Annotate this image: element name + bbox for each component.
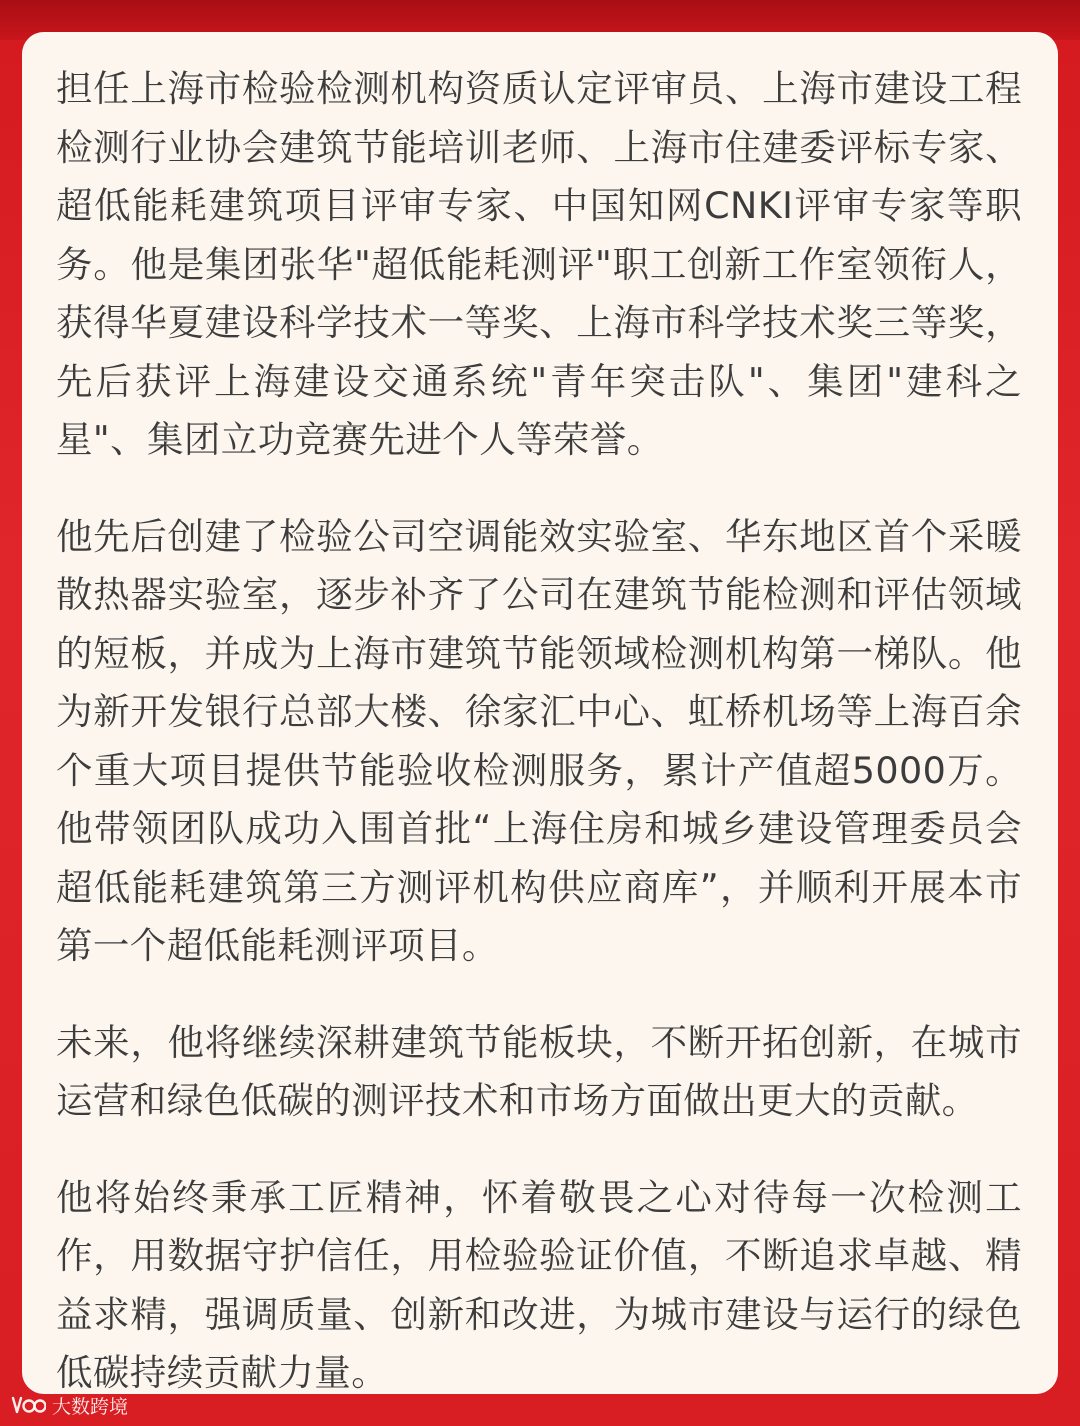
watermark bbox=[10, 1390, 128, 1420]
paragraph-1: 担任上海市检验检测机构资质认定评审员、上海市建设工程检测行业协会建筑节能培训老师、上海市住建委评标专家、超低能耗建筑项目评审专家、中国知网CNKI评审专家等职务。他是集团张华"超低能耗测评"职工创新工作室领衔人，获得华夏建设科学技术一等奖、上海市科学技术奖三等奖，先后获评上海建设交通系统"青年突击队"、集团"建科之星"、集团立功竞赛先进个人等荣誉。 bbox=[56, 67, 1022, 461]
paragraph-2: 他先后创建了检验公司空调能效实验室、华东地区首个采暖散热器实验室，逐步补齐了公司在建筑节能检测和评估领域的短板，并成为上海市建筑节能领域检测机构第一梯队。他为新开发银行总部大楼、徐家汇中心、虹桥机场等上海百余个重大项目提供节能验收检测服务，累计产值超5000万。他带领团队成功入围首批“上海住房和城乡建设管理委员会超低能耗建筑第三方测评机构供应商库”，并顺利开展本市第一个超低能耗测评项目。 bbox=[56, 514, 1022, 967]
paragraph-4: 他将始终秉承工匠精神，怀着敬畏之心对待每一次检测工作，用数据守护信任，用检验验证价值，不断追求卓越、精益求精，强调质量、创新和改进，为城市建设与运行的绿色低碳持续贡献力量。 bbox=[56, 1175, 1022, 1394]
paragraph-3: 未来，他将继续深耕建筑节能板块，不断开拓创新，在城市运营和绿色低碳的测评技术和市场方面做出更大的贡献。 bbox=[56, 1020, 1022, 1122]
article-card bbox=[22, 32, 1058, 1394]
brand-logo-icon bbox=[10, 1392, 46, 1418]
watermark-text: 大数跨境 bbox=[52, 1395, 129, 1418]
